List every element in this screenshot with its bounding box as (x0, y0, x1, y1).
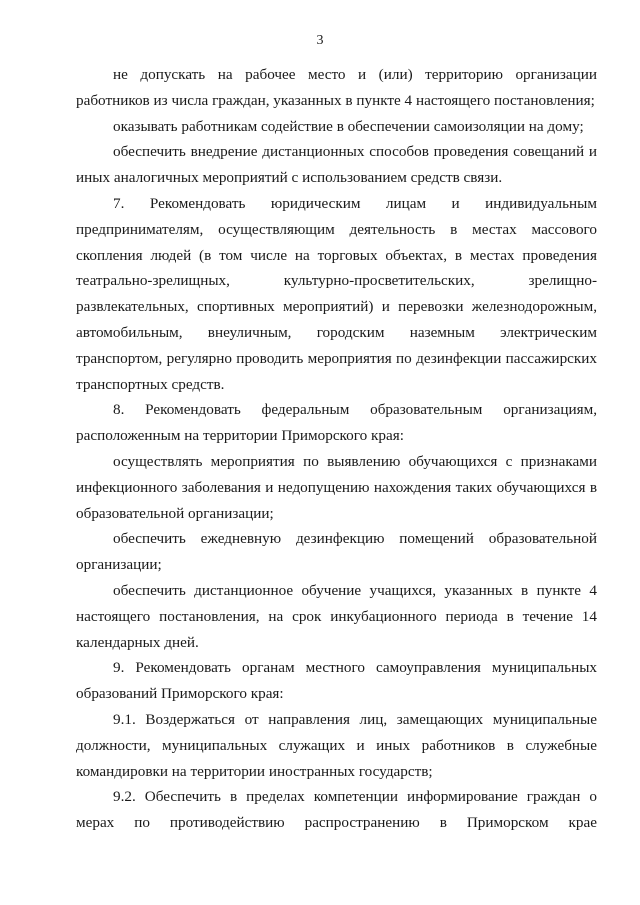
paragraph (76, 707, 597, 784)
text-line: работников из числа граждан, указанных в пункте 4 настоящего постановления; (76, 91, 595, 109)
text-line: оказывать работникам содействие в обеспечении самоизоляции на дому; (113, 117, 584, 135)
paragraph (76, 139, 597, 191)
text-line: 8. Рекомендовать федеральным образовательным организациям, (113, 401, 597, 419)
text-line: образовательной организации; (76, 504, 274, 522)
paragraph (76, 449, 597, 526)
text-line: транспортных средств. (76, 375, 225, 393)
text-line: инфекционного заболевания и недопущению нахождения таких обучающихся в (76, 478, 597, 496)
text-line: обеспечить внедрение дистанционных способов проведения совещаний и (113, 143, 597, 161)
text-line: иных аналогичных мероприятий с использованием средств связи. (76, 169, 503, 187)
text-line: скопления людей (в том числе на торговых объектах, в местах проведения (76, 246, 597, 264)
paragraph (76, 114, 597, 140)
text-line: обеспечить ежедневную дезинфекцию помещений образовательной (113, 530, 597, 548)
text-line: расположенным на территории Приморского края: (76, 427, 404, 445)
text-line: обеспечить дистанционное обучение учащихся, указанных в пункте 4 (113, 581, 597, 599)
page-number: 3 (316, 33, 324, 48)
paragraph (76, 191, 597, 397)
text-line: театрально-зрелищных, культурно-просветительских, зрелищно- (76, 272, 597, 290)
paragraph (76, 62, 597, 114)
text-line: 7. Рекомендовать юридическим лицам и индивидуальным (113, 194, 597, 212)
text-line: предпринимателям, осуществляющим деятельность в местах массового (76, 220, 597, 238)
text-line: командировки на территории иностранных государств; (76, 762, 433, 780)
text-line: мерах по противодействию распространению в Приморском крае (76, 814, 597, 832)
text-line: 9. Рекомендовать органам местного самоуправления муниципальных (113, 659, 597, 677)
paragraph (76, 784, 597, 836)
text-line: настоящего постановления, на срок инкубационного периода в течение 14 (76, 607, 597, 625)
text-line: организации; (76, 556, 162, 574)
text-line: образований Приморского края: (76, 685, 284, 703)
text-line: развлекательных, спортивных мероприятий) и перевозки железнодорожным, (76, 298, 597, 316)
text-line: автомобильным, внеуличным, городским наземным электрическим (76, 323, 597, 341)
document-body (76, 62, 597, 836)
text-line: 9.1. Воздержаться от направления лиц, замещающих муниципальные (113, 710, 597, 728)
text-line: 9.2. Обеспечить в пределах компетенции информирование граждан о (113, 788, 597, 806)
paragraph (76, 578, 597, 655)
paragraph (76, 526, 597, 578)
text-line: транспортом, регулярно проводить мероприятия по дезинфекции пассажирских (76, 349, 597, 367)
paragraph (76, 655, 597, 707)
paragraph (76, 397, 597, 449)
text-line: не допускать на рабочее место и (или) территорию организации (113, 66, 597, 83)
text-line: должности, муниципальных служащих и иных работников в служебные (76, 736, 597, 754)
text-line: календарных дней. (76, 633, 199, 651)
text-line: осуществлять мероприятия по выявлению обучающихся с признаками (113, 452, 597, 470)
